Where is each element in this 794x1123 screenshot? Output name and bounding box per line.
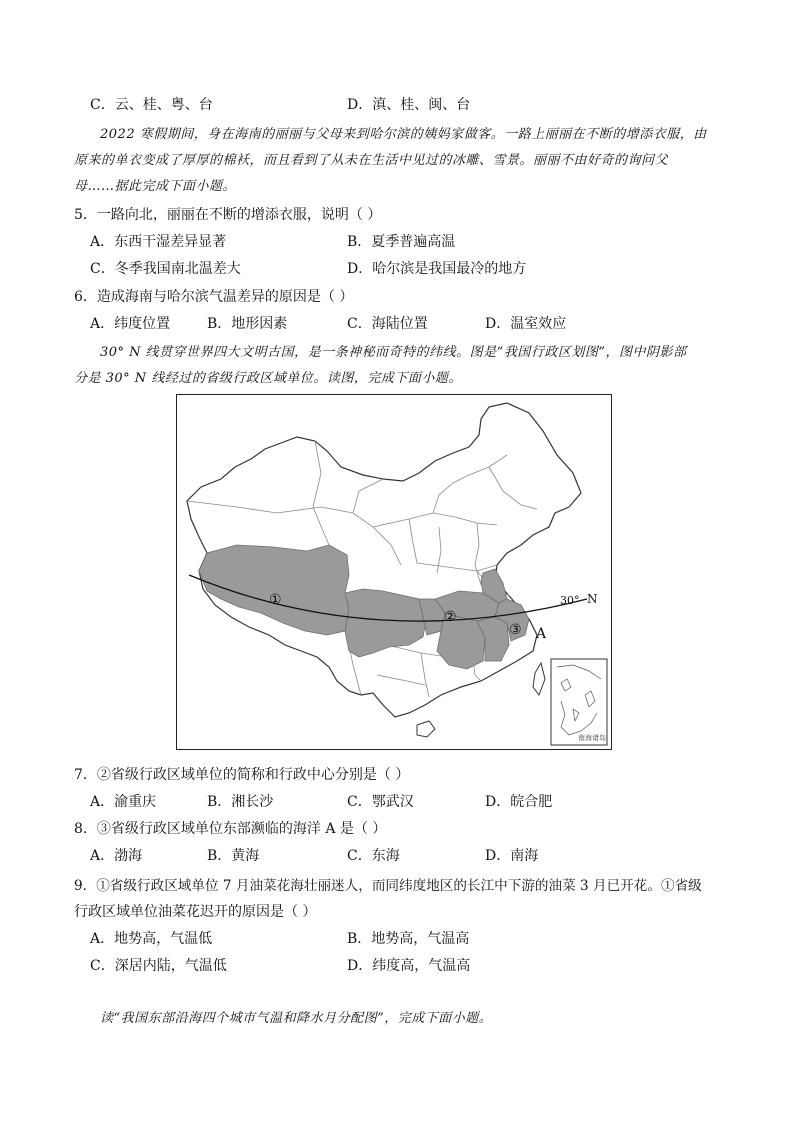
q8-stem: 8．③省级行政区域单位东部濒临的海洋 A 是（ ） — [74, 821, 387, 837]
q7-option-a: A．渝重庆 — [90, 794, 157, 810]
q6-option-a: A．纬度位置 — [90, 316, 171, 332]
q6-option-d: D．温室效应 — [485, 316, 567, 332]
q9-stem-line2: 行政区域单位油菜花迟开的原因是（ ） — [74, 904, 317, 920]
q9-option-d: D．纬度高，气温高 — [347, 958, 471, 974]
q6-option-c: C．海陆位置 — [347, 316, 428, 332]
q5-option-d: D．哈尔滨是我国最冷的地方 — [347, 261, 527, 277]
hainan-island — [417, 721, 435, 737]
map-svg — [177, 395, 610, 748]
map-label-3: ③ — [509, 622, 522, 638]
q9-option-b: B．地势高，气温高 — [347, 931, 470, 947]
q9-stem-line1: 9．①省级行政区域单位 7 月油菜花海壮丽迷人，而同纬度地区的长江中下游的油菜 3 月已开花。①省级 — [74, 878, 702, 894]
q8-option-b: B．黄海 — [207, 848, 260, 864]
q7-option-b: B．湘长沙 — [207, 794, 274, 810]
q6-stem: 6．造成海南与哈尔滨气温差异的原因是（ ） — [74, 289, 354, 305]
passage1-line2: 原来的单衣变成了厚厚的棉袄，而且看到了从未在生活中见过的冰雕、雪景。丽丽不由好奇的询问父 — [74, 153, 669, 168]
passage1-line3: 母……据此完成下面小题。 — [74, 179, 237, 194]
taiwan-island — [533, 663, 545, 695]
q9-option-a: A．地势高，气温低 — [90, 931, 213, 947]
q8-option-d: D．南海 — [485, 848, 539, 864]
china-admin-map — [176, 394, 612, 750]
passage2-line1: 30° N 线贯穿世界四大文明古国，是一条神秘而奇特的纬线。图是“我国行政区划图”，图中阴影部 — [100, 345, 687, 360]
inset-label: 南海诸岛 — [578, 734, 606, 742]
passage2-line2: 分是 30° N 线经过的省级行政区域单位。读图，完成下面小题。 — [74, 371, 462, 386]
map-label-sea-a: A — [536, 626, 547, 642]
q9-option-c: C．深居内陆，气温低 — [90, 958, 227, 974]
passage1-line1: 2022 寒假期间，身在海南的丽丽与父母来到哈尔滨的姨妈家做客。一路上丽丽在不断的增添衣服，由 — [100, 127, 707, 142]
q5-option-b: B．夏季普遍高温 — [347, 234, 456, 250]
passage3-line1: 读“我国东部沿海四个城市气温和降水月分配图”，完成下面小题。 — [100, 1011, 493, 1026]
q7-option-c: C．鄂武汉 — [347, 794, 414, 810]
q7-stem: 7．②省级行政区域单位的简称和行政中心分别是（ ） — [74, 767, 410, 783]
q8-option-a: A．渤海 — [90, 848, 143, 864]
q5-option-a: A．东西干湿差异显著 — [90, 234, 227, 250]
q4-option-c: C．云、桂、粤、台 — [90, 97, 213, 113]
map-label-lat-n: N — [587, 592, 598, 606]
q6-option-b: B．地形因素 — [207, 316, 288, 332]
map-label-2: ② — [444, 609, 457, 625]
q7-option-d: D．皖合肥 — [485, 794, 553, 810]
q5-stem: 5．一路向北，丽丽在不断的增添衣服，说明（ ） — [74, 207, 382, 223]
q5-option-c: C．冬季我国南北温差大 — [90, 261, 241, 277]
map-label-lat-30: 30° — [560, 594, 580, 607]
q8-option-c: C．东海 — [347, 848, 400, 864]
q4-option-d: D．滇、桂、闽、台 — [347, 97, 471, 113]
map-label-1: ① — [269, 592, 282, 608]
